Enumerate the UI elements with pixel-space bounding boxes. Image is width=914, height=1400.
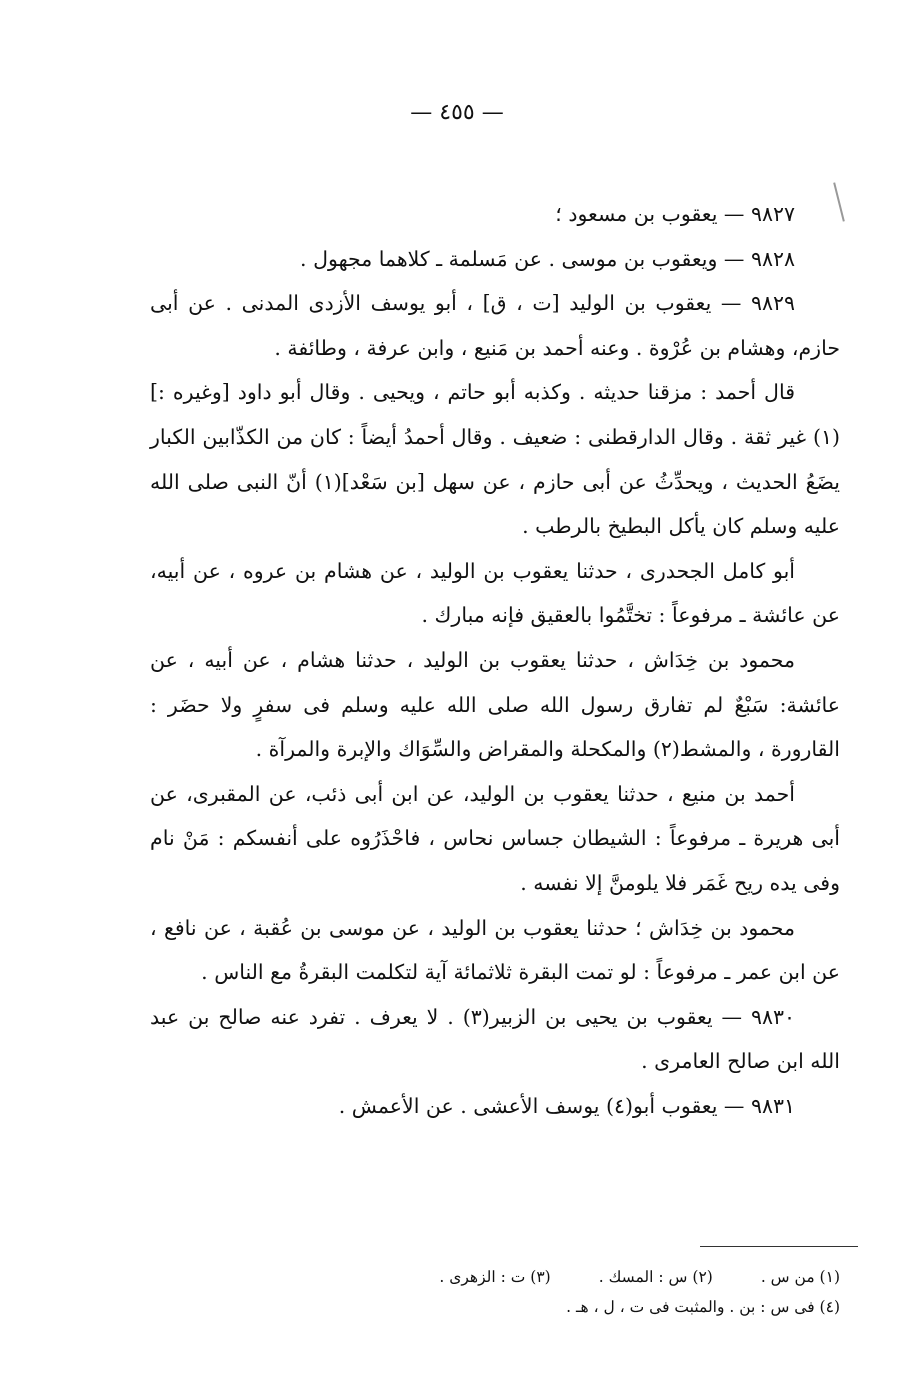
footnote-1: (١) من س . (760, 1268, 840, 1286)
footnote-row-1 (150, 1262, 840, 1292)
paragraph-ahmad-opinion: قال أحمد : مزقنا حديثه . وكذبه أبو حاتم ، ويحيى . وقال أبو داود [وغيره :](١) غير ثقة . وقال الدارقطنى : ضعيف . وقال أحمدُ أيضاً : كان من الكذّابين الكبار يضَعُ الحديث ، ويحدِّثُ عن أبى حازم ، عن سهل [بن سَعْد](١) أنّ النبى صلى الله عليه وسلم كان يأكل البطيخ بالرطب . (150, 380, 840, 539)
paragraph-abu-kamil: أبو كامل الجحدرى ، حدثنا يعقوب بن الوليد ، عن هشام بن عروه ، عن أبيه، عن عائشة ـ مرفوعاً : تختَّمُوا بالعقيق فإنه مبارك . (150, 558, 840, 628)
footnotes (150, 1262, 840, 1322)
paragraph-mahmud-khidash-1: محمود بن خِدَاش ، حدثنا يعقوب بن الوليد ، حدثنا هشام ، عن أبيه ، عن عائشة: سَبْعٌ لم تفارق رسول الله صلى الله عليه وسلم فى سفرٍ ولا حضَر : القارورة ، والمشط(٢) والمكحلة والمقراض والسِّوَاك والإبرة والمرآة . (150, 647, 840, 762)
entry-9829: ٩٨٢٩ — يعقوب بن الوليد [ت ، ق] ، أبو يوسف الأزدى المدنى . عن أبى حازم، وهشام بن عُرْوة . وعنه أحمد بن مَنيع ، وابن عرفة ، وطائفة . (150, 291, 840, 360)
paragraph-ahmad-mani: أحمد بن منيع ، حدثنا يعقوب بن الوليد، عن ابن أبى ذئب، عن المقبرى، عن أبى هريرة ـ مرفوعاً : الشيطان جساس نحاس ، فاحْذَرُوه على أنفسكم : مَنْ نام وفى يده ريح غَمَر فلا يلومنَّ إلا نفسه . (150, 781, 840, 895)
entry-9827: ٩٨٢٧ — يعقوب بن مسعود ؛ (555, 202, 795, 226)
entry-9828: ٩٨٢٨ — ويعقوب بن موسى . عن مَسلمة ـ كلاهما مجهول . (300, 246, 795, 271)
paragraph-mahmud-khidash-2: محمود بن خِدَاش ؛ حدثنا يعقوب بن الوليد ، عن موسى بن عُقبة ، عن نافع ، عن ابن عمر ـ مرفوعاً : لو تمت البقرة ثلاثمائة آية لتكلمت البقرةُ مع الناس . (150, 915, 840, 985)
footnote-row-2 (150, 1292, 840, 1322)
main-text (150, 192, 840, 1128)
entry-9831: ٩٨٣١ — يعقوب أبو(٤) يوسف الأعشى . عن الأعمش . (338, 1093, 795, 1118)
page-number: — ٤٥٥ — (410, 100, 504, 125)
footnote-separator (700, 1246, 858, 1247)
footnote-3: (٣) ت : الزهرى . (439, 1268, 551, 1286)
footnote-2: (٢) س : المسك . (598, 1268, 713, 1286)
footnote-4: (٤) فى س : بن . والمثبت فى ت ، ل ، هـ . (566, 1298, 840, 1316)
entry-9830: ٩٨٣٠ — يعقوب بن يحيى بن الزبير(٣) . لا يعرف . تفرد عنه صالح بن عبد الله ابن صالح العامرى . (150, 1004, 840, 1074)
